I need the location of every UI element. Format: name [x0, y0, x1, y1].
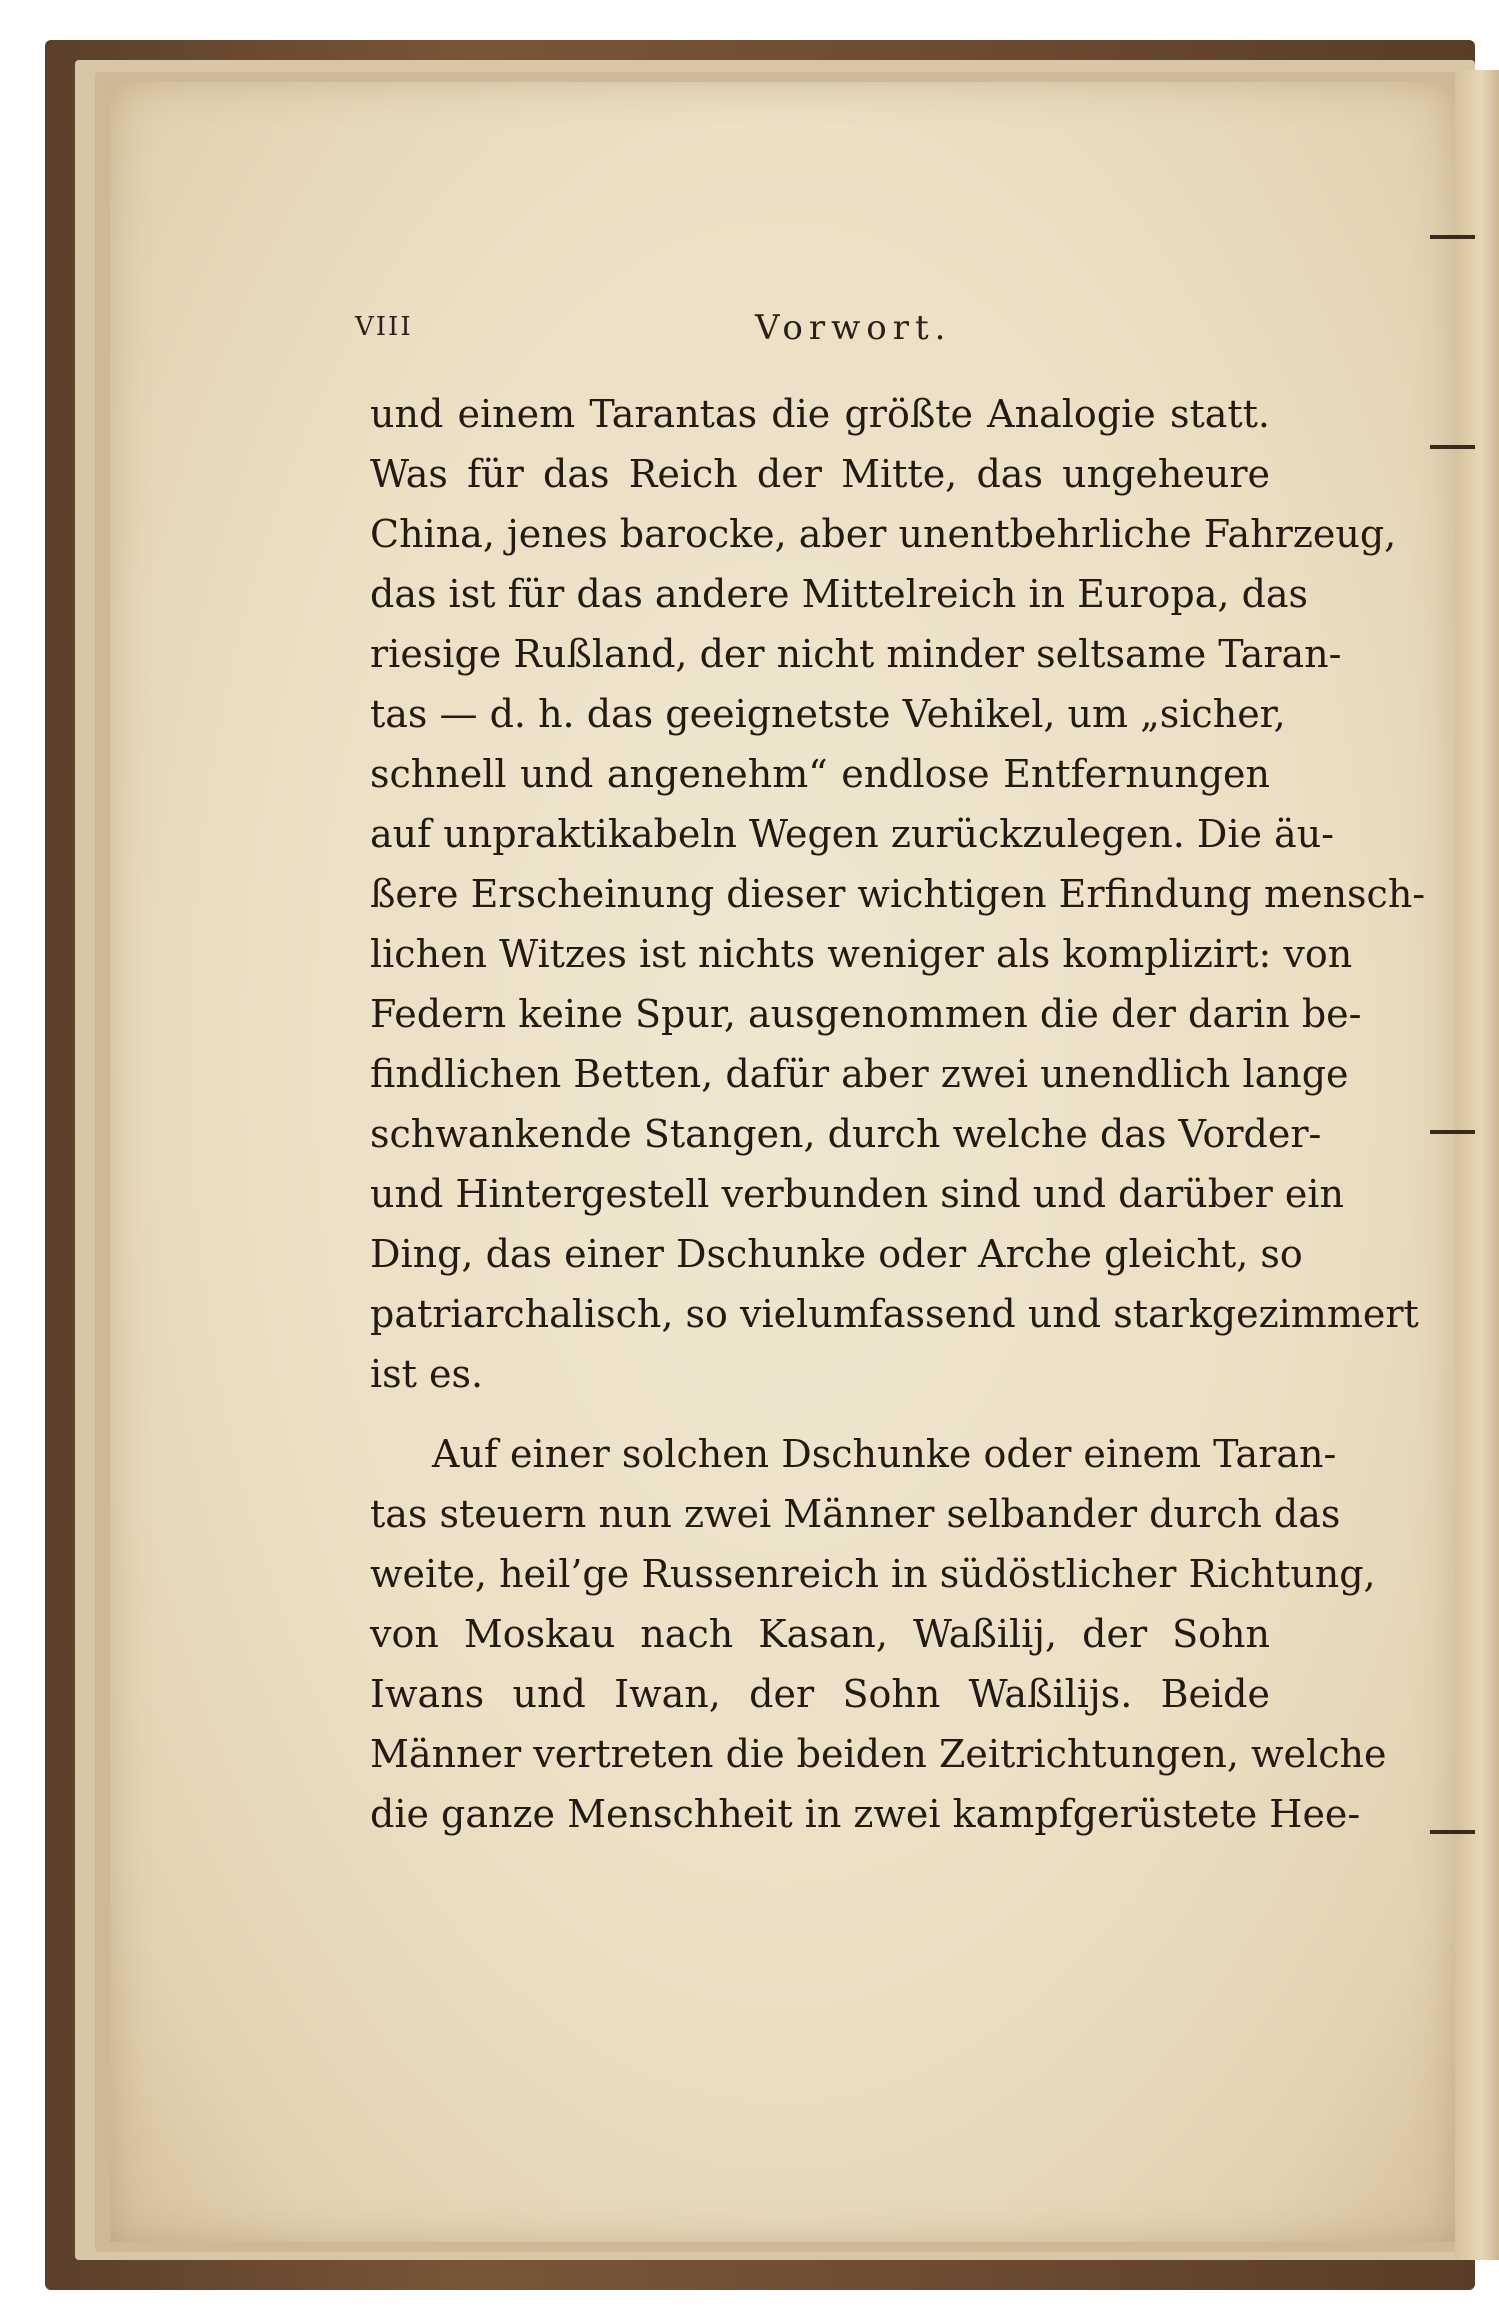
tab-mark [1430, 235, 1475, 239]
text-line: Federn keine Spur, ausgenommen die der darin be- [370, 992, 1362, 1036]
text-line: das ist für das andere Mittelreich in Europa, das [370, 572, 1309, 616]
text-line: ßere Erscheinung dieser wichtigen Erfindung mensch- [370, 872, 1426, 916]
text-line: lichen Witzes ist nichts weniger als komplizirt: von [370, 932, 1353, 976]
text-line: Ding, das einer Dschunke oder Arche gleicht, so [370, 1232, 1303, 1276]
text-line: von Moskau nach Kasan, Waßilij, der Sohn [370, 1612, 1270, 1656]
tab-mark [1430, 445, 1475, 449]
text-line: Iwans und Iwan, der Sohn Waßilijs. Beide [370, 1672, 1270, 1716]
page-title: Vorwort. [755, 308, 952, 348]
text-line: weite, heil’ge Russenreich in südöstlicher Richtung, [370, 1552, 1376, 1596]
text-line: und einem Tarantas die größte Analogie statt. [370, 392, 1270, 436]
text-line: patriarchalisch, so vielumfassend und starkgezimmert [370, 1292, 1419, 1336]
text-line: tas — d. h. das geeignetste Vehikel, um „sicher, [370, 692, 1286, 736]
text-line: schnell und angenehm“ endlose Entfernungen [370, 752, 1270, 796]
tab-mark [1430, 1830, 1475, 1834]
text-line: Was für das Reich der Mitte, das ungeheure [370, 452, 1270, 496]
paragraph-start-line: Auf einer solchen Dschunke oder einem Taran- [432, 1432, 1337, 1476]
text-line: China, jenes barocke, aber unentbehrliche Fahrzeug, [370, 512, 1397, 556]
tab-mark [1430, 1130, 1475, 1134]
text-line: und Hintergestell verbunden sind und darüber ein [370, 1172, 1344, 1216]
text-line: ist es. [370, 1352, 484, 1396]
text-line: auf unpraktikabeln Wegen zurückzulegen. Die äu- [370, 812, 1335, 856]
text-line: tas steuern nun zwei Männer selbander durch das [370, 1492, 1341, 1536]
page-number: VIII [355, 312, 413, 342]
text-line: Männer vertreten die beiden Zeitrichtungen, welche [370, 1732, 1387, 1776]
text-line: riesige Rußland, der nicht minder seltsame Taran- [370, 632, 1342, 676]
facing-page-edge [1455, 70, 1499, 2260]
text-line: findlichen Betten, dafür aber zwei unendlich lange [370, 1052, 1349, 1096]
text-line: schwankende Stangen, durch welche das Vorder- [370, 1112, 1322, 1156]
running-head [355, 308, 1255, 356]
text-line: die ganze Menschheit in zwei kampfgerüstete Hee- [370, 1792, 1361, 1836]
